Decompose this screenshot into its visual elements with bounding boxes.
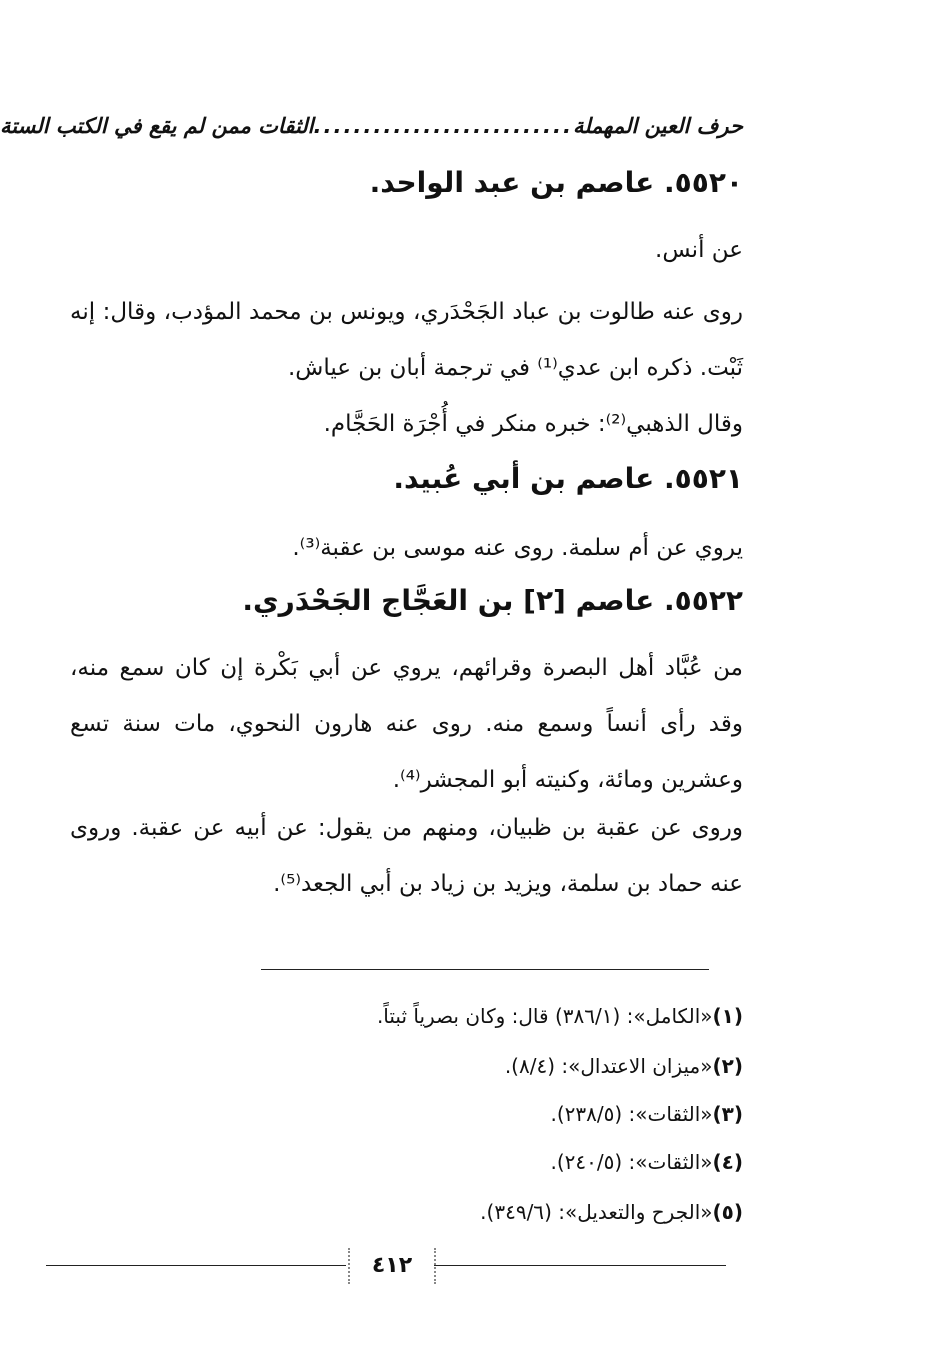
entry-5520-paragraph-2: روى عنه طالوت بن عباد الجَحْدَري، ويونس بن محمد المؤدب، وقال: إنه ثَبْت. ذكره ابن عدي⁽¹⁾ في ترجمة أبان بن عياش.: [70, 299, 743, 381]
header-dots: ..........................: [313, 114, 573, 138]
footnote-4: [551, 1150, 744, 1174]
footnote-number: (٣): [712, 1102, 743, 1126]
footnote-number: (٥): [712, 1200, 743, 1224]
footnote-number: (٤): [712, 1150, 743, 1174]
page-number: ٤١٢: [348, 1248, 436, 1284]
footnote-3: [551, 1102, 744, 1126]
entry-5522-paragraph-1: من عُبَّاد أهل البصرة وقرائهم، يروي عن أبي بَكْرة إن كان سمع منه، وقد رأى أنساً وسمع منه. روى عنه هارون النحوي، مات سنة تسع وعشرين ومائة، وكنيته أبو المجشر⁽⁴⁾.: [70, 655, 743, 793]
footnote-text: «ميزان الاعتدال»: (٨/٤).: [504, 1054, 713, 1078]
entry-5520-paragraph-1: عن أنس.: [655, 237, 743, 263]
entry-5520-paragraph-3: وقال الذهبي⁽²⁾: خبره منكر في أُجْرَة الحَجَّام.: [323, 411, 743, 437]
footnote-text: «الثقات»: (٢٤٠/٥).: [550, 1150, 713, 1174]
entry-5521-paragraph-1: يروي عن أم سلمة. روى عنه موسى بن عقبة⁽³⁾.: [292, 535, 743, 561]
header-chapter-title: حرف العين المهملة: [572, 114, 743, 138]
footnote-1: [377, 1004, 743, 1028]
footer-rule-right: [434, 1265, 726, 1266]
running-header: [0, 108, 743, 144]
footnote-number: (١): [712, 1004, 743, 1028]
header-book-title: الثقات ممن لم يقع في الكتب الستة: [0, 114, 314, 138]
footnote-separator: [261, 969, 709, 970]
footnote-2: [505, 1054, 743, 1078]
entry-title-5522: ٥٥٢٢. عاصم [٢] بن العَجَّاج الجَحْدَري.: [242, 584, 743, 617]
footer-rule-left: [46, 1265, 346, 1266]
footnote-number: (٢): [712, 1054, 743, 1078]
footnote-text: «الكامل»: (٣٨٦/١) قال: وكان بصرياً ثبتاً.: [376, 1004, 713, 1028]
entry-title-5520: ٥٥٢٠. عاصم بن عبد الواحد.: [369, 166, 743, 199]
entry-5522-paragraph-2: وروى عن عقبة بن ظبيان، ومنهم من يقول: عن أبيه عن عقبة. وروى عنه حماد بن سلمة، ويزيد بن زياد بن أبي الجعد⁽⁵⁾.: [70, 815, 743, 897]
footnote-text: «الجرح والتعديل»: (٣٤٩/٦).: [480, 1200, 713, 1224]
footnote-5: [480, 1200, 743, 1224]
entry-title-5521: ٥٥٢١. عاصم بن أبي عُبيد.: [393, 462, 743, 495]
footnote-text: «الثقات»: (٢٣٨/٥).: [550, 1102, 713, 1126]
